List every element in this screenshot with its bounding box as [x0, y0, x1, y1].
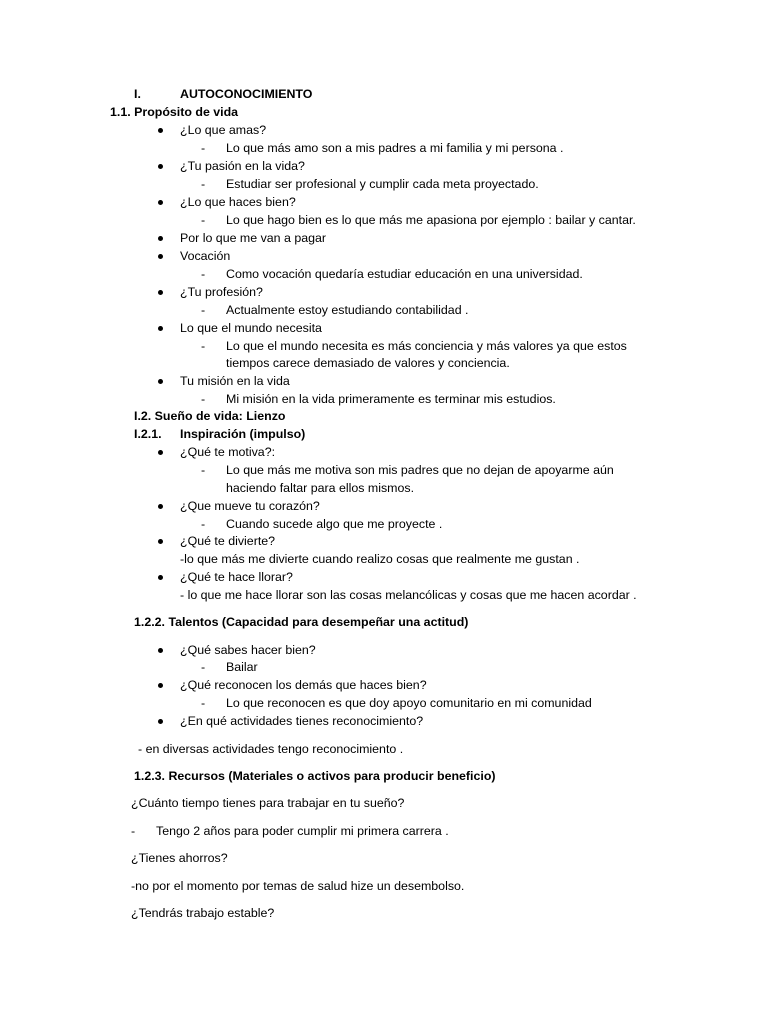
- answer-text: Tengo 2 años para poder cumplir mi primera carrera .: [156, 824, 449, 838]
- answer-item: - Lo que el mundo necesita es más conciencia y más valores ya que estos: [226, 338, 627, 354]
- answer-item: - Mi misión en la vida primeramente es terminar mis estudios.: [226, 391, 556, 407]
- subheading-inspiracion: Inspiración (impulso): [180, 427, 306, 441]
- list-item: Tu misión en la vida: [180, 374, 290, 388]
- answer-dash: -: [131, 824, 136, 838]
- list-item: ¿Qué reconocen los demás que haces bien?: [180, 678, 427, 692]
- list-item: ¿Lo que amas?: [180, 123, 267, 137]
- answer-item: - Como vocación quedaría estudiar educación en una universidad.: [226, 266, 583, 282]
- subheading-number: I.2.1.: [134, 427, 162, 441]
- heading-proposito-de-vida: 1.1. Propósito de vida: [110, 105, 239, 119]
- question-text: ¿Tendrás trabajo estable?: [131, 906, 275, 920]
- answer-item: - Lo que más me motiva son mis padres que no dejan de apoyarme aún: [226, 462, 614, 478]
- list-item: ¿Qué te hace llorar?: [180, 570, 293, 584]
- section-title: AUTOCONOCIMIENTO: [180, 87, 313, 101]
- answer-text: - lo que me hace llorar son las cosas melancólicas y cosas que me hacen acordar .: [180, 588, 637, 602]
- answer-item: - Lo que más amo son a mis padres a mi familia y mi persona .: [226, 140, 563, 156]
- answer-text: - en diversas actividades tengo reconocimiento .: [138, 742, 404, 756]
- heading-sueno-de-vida: I.2. Sueño de vida: Lienzo: [134, 409, 286, 423]
- list-item: Vocación: [180, 249, 231, 263]
- answer-item: - Cuando sucede algo que me proyecte .: [226, 516, 442, 532]
- list-item: ¿Tu profesión?: [180, 285, 263, 299]
- list-item: ¿En qué actividades tienes reconocimiento?: [180, 714, 424, 728]
- list-item: ¿Lo que haces bien?: [180, 195, 296, 209]
- list-item: ¿Qué te divierte?: [180, 534, 276, 548]
- answer-text: -no por el momento por temas de salud hize un desembolso.: [131, 879, 465, 893]
- answer-item: - Lo que reconocen es que doy apoyo comunitario en mi comunidad: [226, 695, 592, 711]
- question-text: ¿Cuánto tiempo tienes para trabajar en tu sueño?: [131, 796, 405, 810]
- section-number: I.: [134, 87, 141, 101]
- list-item: ¿Tu pasión en la vida?: [180, 159, 305, 173]
- answer-item: - Bailar: [226, 659, 258, 675]
- answer-item: - Estudiar ser profesional y cumplir cada meta proyectado.: [226, 176, 539, 192]
- list-item: ¿Que mueve tu corazón?: [180, 499, 320, 513]
- list-item: Lo que el mundo necesita: [180, 321, 322, 335]
- answer-item-continuation: haciendo faltar para ellos mismos.: [226, 481, 415, 495]
- list-item: Por lo que me van a pagar: [180, 231, 327, 245]
- answer-item: - Lo que hago bien es lo que más me apasiona por ejemplo : bailar y cantar.: [226, 212, 636, 228]
- list-item: ¿Qué sabes hacer bien?: [180, 643, 316, 657]
- answer-item-continuation: tiempos carece demasiado de valores y conciencia.: [226, 356, 510, 370]
- answer-item: - Actualmente estoy estudiando contabilidad .: [226, 302, 468, 318]
- question-text: ¿Tienes ahorros?: [131, 851, 228, 865]
- heading-talentos: 1.2.2. Talentos (Capacidad para desempeñar una actitud): [134, 615, 469, 629]
- list-item: ¿Qué te motiva?:: [180, 445, 276, 459]
- heading-recursos: 1.2.3. Recursos (Materiales o activos para producir beneficio): [134, 769, 496, 783]
- answer-text: -lo que más me divierte cuando realizo cosas que realmente me gustan .: [180, 552, 580, 566]
